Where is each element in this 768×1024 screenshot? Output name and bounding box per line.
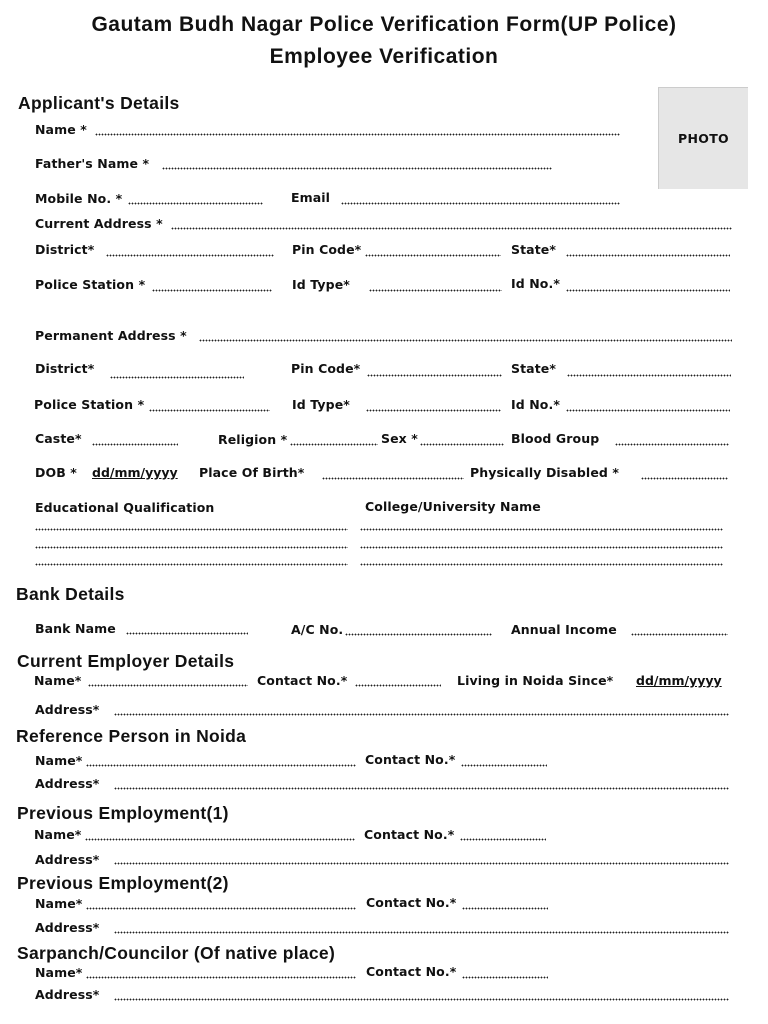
state-label: State* xyxy=(511,242,557,257)
blood-group-label: Blood Group xyxy=(511,431,600,446)
physically-disabled-field[interactable] xyxy=(641,477,728,480)
prev1-contact-label: Contact No.* xyxy=(364,827,455,842)
id-no2-label: Id No.* xyxy=(511,397,560,412)
reference-address-label: Address* xyxy=(35,776,100,791)
college-field-3[interactable] xyxy=(360,563,723,566)
id-no2-field[interactable] xyxy=(566,409,730,412)
prev1-contact-field[interactable] xyxy=(460,838,546,841)
email-field[interactable] xyxy=(341,202,620,205)
employer-name-label: Name* xyxy=(34,673,82,688)
religion-label: Religion * xyxy=(218,432,288,447)
employer-address-field[interactable] xyxy=(114,713,729,716)
id-no-field[interactable] xyxy=(566,289,730,292)
education-field-3[interactable] xyxy=(35,563,348,566)
state-field[interactable] xyxy=(566,254,730,257)
prev1-address-label: Address* xyxy=(35,852,100,867)
name-field[interactable] xyxy=(95,133,620,136)
district2-label: District* xyxy=(35,361,95,376)
email-label: Email xyxy=(291,190,331,205)
reference-name-field[interactable] xyxy=(86,764,356,767)
employer-contact-label: Contact No.* xyxy=(257,673,348,688)
pin-code2-label: Pin Code* xyxy=(291,361,361,376)
district-label: District* xyxy=(35,242,95,257)
employer-heading: Current Employer Details xyxy=(17,651,235,671)
police-station-field[interactable] xyxy=(152,289,272,292)
prev2-contact-label: Contact No.* xyxy=(366,895,457,910)
sarpanch-contact-field[interactable] xyxy=(462,976,548,979)
bank-name-field[interactable] xyxy=(126,632,248,635)
prev1-name-label: Name* xyxy=(34,827,82,842)
education-label: Educational Qualification xyxy=(35,500,215,515)
current-address-label: Current Address * xyxy=(35,216,163,231)
mobile-label: Mobile No. * xyxy=(35,191,123,206)
employer-contact-field[interactable] xyxy=(355,684,441,687)
religion-field[interactable] xyxy=(290,443,378,446)
reference-heading: Reference Person in Noida xyxy=(16,726,247,746)
bank-details-heading: Bank Details xyxy=(16,584,125,604)
police-station-label: Police Station * xyxy=(35,277,146,292)
current-address-field[interactable] xyxy=(171,227,732,230)
id-type-label: Id Type* xyxy=(292,277,350,292)
prev1-name-field[interactable] xyxy=(85,838,355,841)
ac-no-label: A/C No. xyxy=(291,622,344,637)
place-of-birth-label: Place Of Birth* xyxy=(199,465,305,480)
reference-contact-label: Contact No.* xyxy=(365,752,456,767)
prev2-address-field[interactable] xyxy=(114,931,729,934)
id-type-field[interactable] xyxy=(369,289,502,292)
state2-field[interactable] xyxy=(567,374,731,377)
name-label: Name * xyxy=(35,122,87,137)
sarpanch-address-field[interactable] xyxy=(114,998,729,1001)
police-station2-label: Police Station * xyxy=(34,397,145,412)
caste-field[interactable] xyxy=(92,443,178,446)
form-subtitle: Employee Verification xyxy=(269,45,499,68)
dob-label: DOB * xyxy=(35,465,77,480)
prev2-name-label: Name* xyxy=(35,896,83,911)
blood-group-field[interactable] xyxy=(615,443,729,446)
prev1-address-field[interactable] xyxy=(114,862,729,865)
father-name-field[interactable] xyxy=(162,167,552,170)
state2-label: State* xyxy=(511,361,557,376)
prev2-name-field[interactable] xyxy=(86,907,356,910)
applicant-details-heading: Applicant's Details xyxy=(18,93,180,113)
prev-employment-2-heading: Previous Employment(2) xyxy=(17,873,229,893)
reference-name-label: Name* xyxy=(35,753,83,768)
id-type2-label: Id Type* xyxy=(292,397,350,412)
place-of-birth-field[interactable] xyxy=(322,477,464,480)
sarpanch-address-label: Address* xyxy=(35,987,100,1002)
caste-label: Caste* xyxy=(35,431,82,446)
district2-field[interactable] xyxy=(110,376,244,379)
photo-box[interactable] xyxy=(658,87,748,189)
id-no-label: Id No.* xyxy=(511,276,560,291)
permanent-address-label: Permanent Address * xyxy=(35,328,187,343)
pin-code2-field[interactable] xyxy=(367,374,502,377)
pin-code-field[interactable] xyxy=(365,254,501,257)
sarpanch-name-label: Name* xyxy=(35,965,83,980)
reference-contact-field[interactable] xyxy=(461,764,547,767)
employer-name-field[interactable] xyxy=(88,684,248,687)
sex-field[interactable] xyxy=(420,443,504,446)
photo-label: PHOTO xyxy=(678,131,729,146)
college-field-2[interactable] xyxy=(360,546,723,549)
pin-code-label: Pin Code* xyxy=(292,242,362,257)
bank-name-label: Bank Name xyxy=(35,621,116,636)
mobile-field[interactable] xyxy=(128,202,263,205)
dob-field[interactable]: dd/mm/yyyy xyxy=(92,465,178,480)
living-since-field[interactable]: dd/mm/yyyy xyxy=(636,673,722,688)
sarpanch-contact-label: Contact No.* xyxy=(366,964,457,979)
father-name-label: Father's Name * xyxy=(35,156,150,171)
annual-income-label: Annual Income xyxy=(511,622,617,637)
education-field-2[interactable] xyxy=(35,546,348,549)
police-station2-field[interactable] xyxy=(149,409,270,412)
education-field-1[interactable] xyxy=(35,528,348,531)
sex-label: Sex * xyxy=(381,431,418,446)
prev-employment-1-heading: Previous Employment(1) xyxy=(17,803,229,823)
form-title: Gautam Budh Nagar Police Verification Form(UP Police) xyxy=(91,13,677,36)
employer-address-label: Address* xyxy=(35,702,100,717)
college-field-1[interactable] xyxy=(360,528,723,531)
ac-no-field[interactable] xyxy=(345,633,492,636)
sarpanch-heading: Sarpanch/Councilor (Of native place) xyxy=(17,943,336,963)
prev2-contact-field[interactable] xyxy=(462,907,548,910)
college-label: College/University Name xyxy=(365,499,541,514)
id-type2-field[interactable] xyxy=(366,409,501,412)
district-field[interactable] xyxy=(106,254,274,257)
living-since-label: Living in Noida Since* xyxy=(457,673,614,688)
annual-income-field[interactable] xyxy=(631,633,728,636)
physically-disabled-label: Physically Disabled * xyxy=(470,465,620,480)
sarpanch-name-field[interactable] xyxy=(86,976,356,979)
reference-address-field[interactable] xyxy=(114,787,729,790)
permanent-address-field[interactable] xyxy=(199,339,732,342)
prev2-address-label: Address* xyxy=(35,920,100,935)
